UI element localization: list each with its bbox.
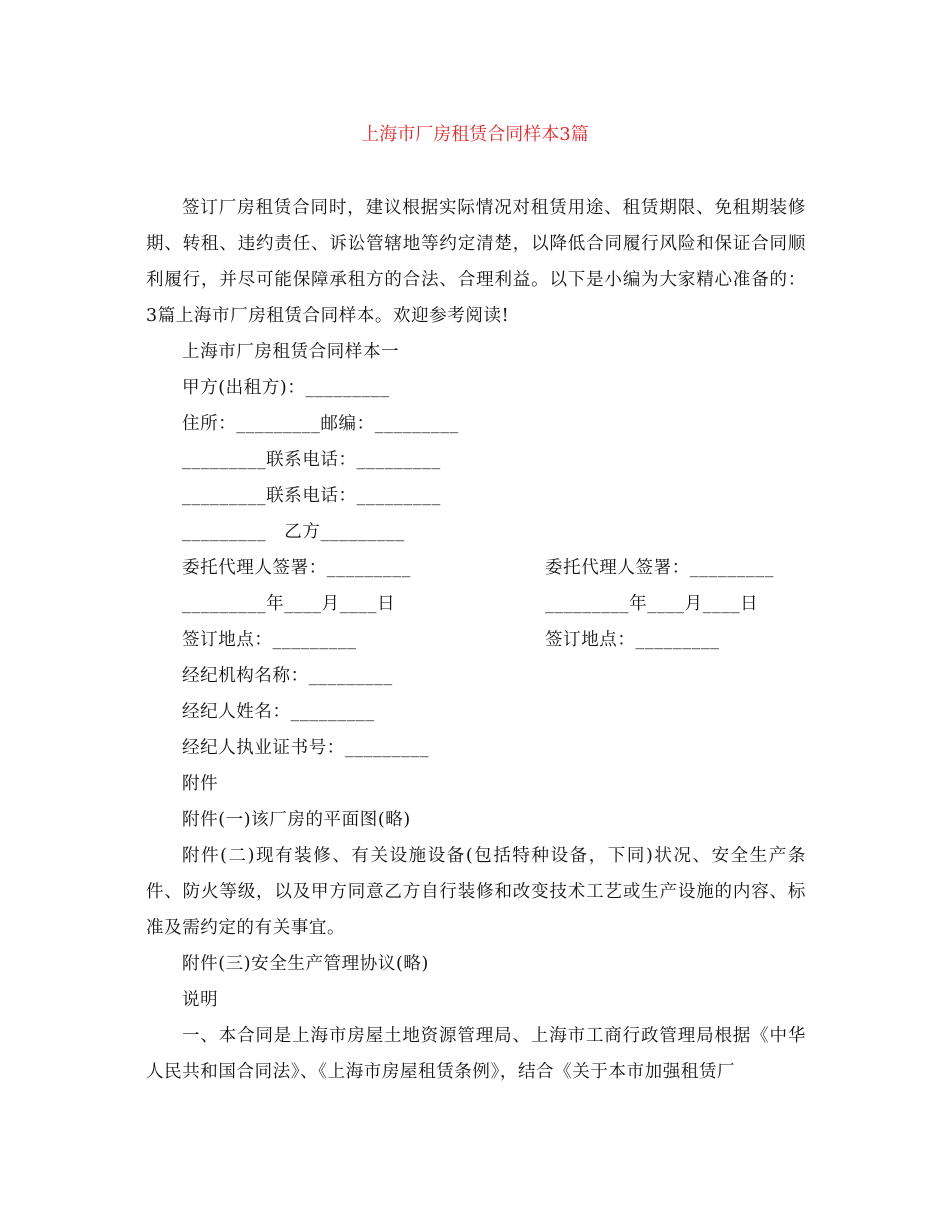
party-b-field: _________ 乙方_________ — [182, 522, 405, 542]
phone-field: _________联系电话：_________ — [182, 486, 441, 506]
party-a-field: 甲方(出租方)：_________ — [182, 378, 390, 398]
document-body — [146, 190, 806, 1090]
date-left: _________年____月____日 — [182, 594, 396, 614]
attachment-2: 附件(二)现有装修、有关设施设备(包括特种设备，下同)状况、安全生产条件、防火等级，以及甲方同意乙方自行装修和改变技术工艺或生产设施的内容、标准及需约定的有关事宜。 — [146, 846, 806, 938]
sign-place-left: 签订地点：_________ — [182, 630, 357, 650]
agent-signature-right: 委托代理人签署：_________ — [545, 558, 774, 578]
address-postcode-field: 住所：_________邮编：_________ — [182, 414, 459, 434]
notes-heading: 说明 — [182, 990, 219, 1010]
sign-place-row — [146, 622, 806, 658]
attachment-3: 附件(三)安全生产管理协议(略) — [182, 954, 429, 974]
agency-name-field: 经纪机构名称：_________ — [182, 666, 393, 686]
phone-field: _________联系电话：_________ — [182, 450, 441, 470]
date-right: _________年____月____日 — [545, 594, 759, 614]
broker-license-field: 经纪人执业证书号：_________ — [182, 738, 430, 758]
date-row — [146, 586, 806, 622]
attachment-1: 附件(一)该厂房的平面图(略) — [182, 810, 411, 830]
document-title: 上海市厂房租赁合同样本3篇 — [361, 124, 589, 145]
attachment-heading: 附件 — [182, 774, 219, 794]
intro-paragraph: 签订厂房租赁合同时，建议根据实际情况对租赁用途、租赁期限、免租期装修期、转租、违约责任、诉讼管辖地等约定清楚，以降低合同履行风险和保证合同顺利履行，并尽可能保障承租方的合法、合理利益。以下是小编为大家精心准备的：3篇上海市厂房租赁合同样本。欢迎参考阅读! — [146, 198, 806, 326]
agent-signature-row — [146, 550, 806, 586]
agent-signature-left: 委托代理人签署：_________ — [182, 558, 411, 578]
broker-name-field: 经纪人姓名：_________ — [182, 702, 375, 722]
note-1-paragraph: 一、本合同是上海市房屋土地资源管理局、上海市工商行政管理局根据《中华人民共和国合同法》、《上海市房屋租赁条例》，结合《关于本市加强租赁厂 — [146, 1026, 806, 1082]
sign-place-right: 签订地点：_________ — [545, 630, 720, 650]
sample-heading: 上海市厂房租赁合同样本一 — [182, 342, 400, 362]
